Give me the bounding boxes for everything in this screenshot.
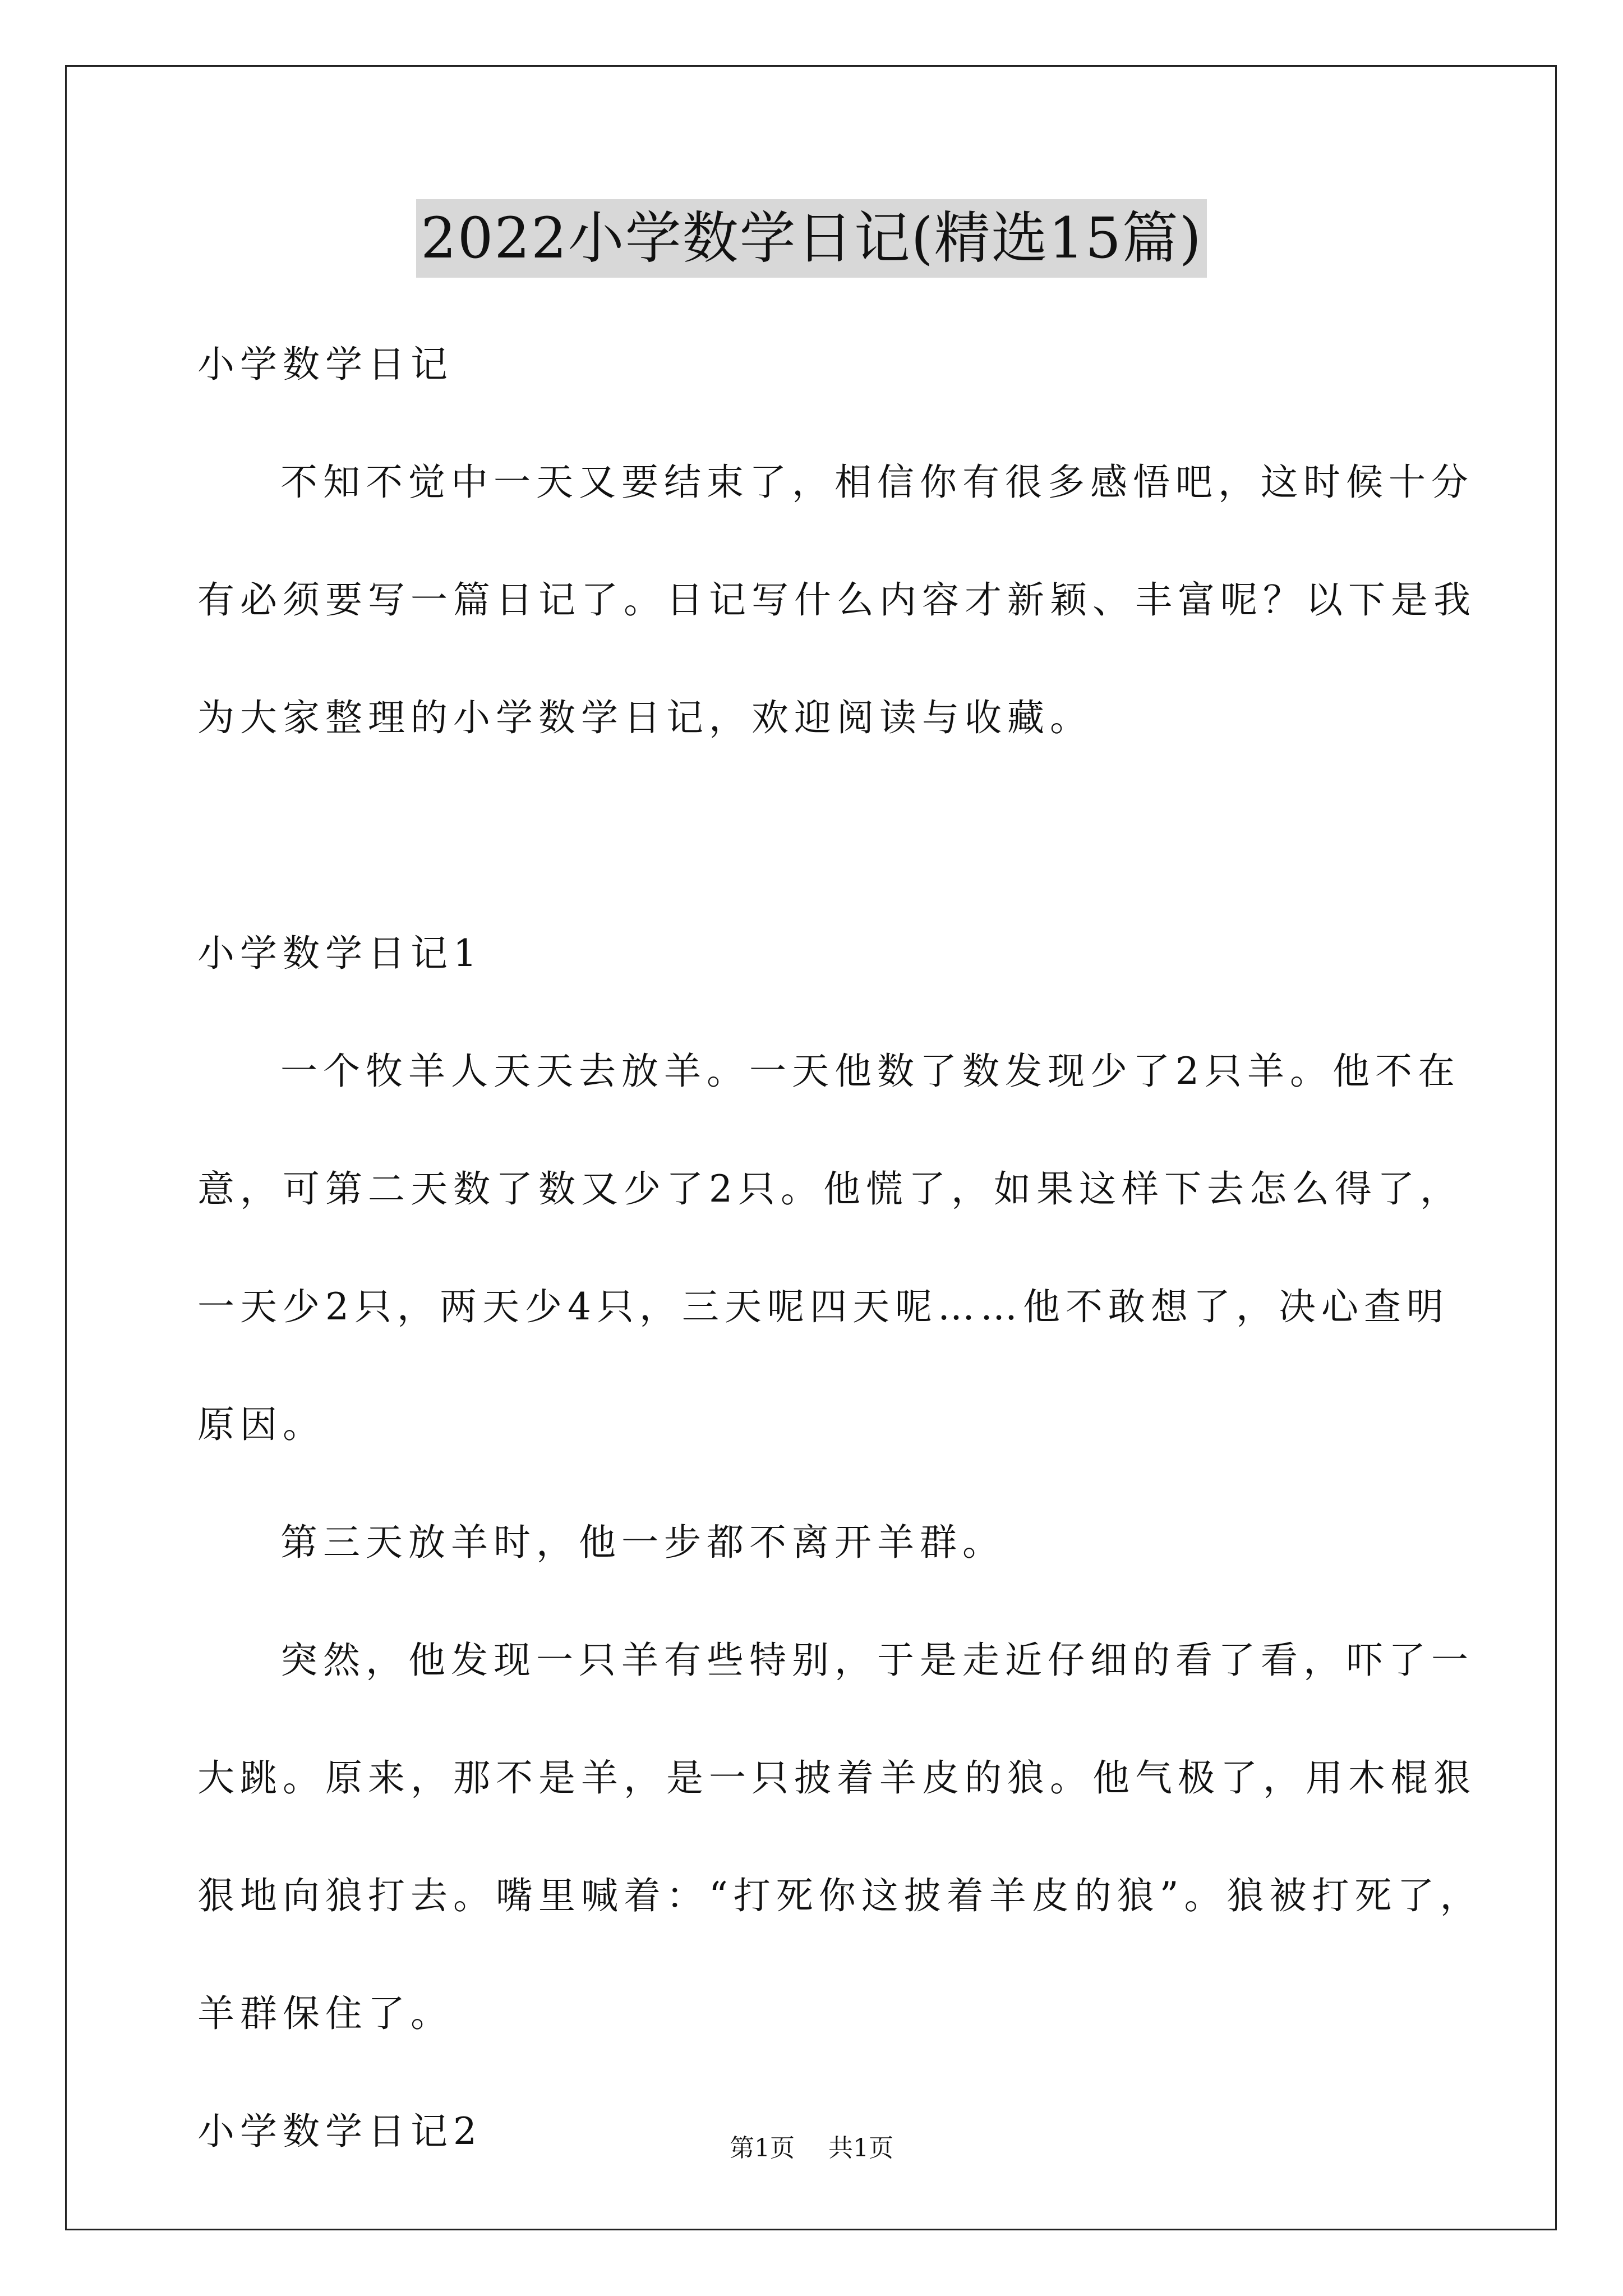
paragraph-line: 突然，他发现一只羊有些特别，于是走近仔细的看了看，吓了一 — [280, 1639, 1474, 1682]
paragraph-line: 一个牧羊人天天去放羊。一天他数了数发现少了2只羊。他不在 — [280, 1050, 1460, 1093]
paragraph-line: 有必须要写一篇日记了。日记写什么内容才新颖、丰富呢？以下是我 — [197, 578, 1476, 622]
page-total: 共1页 — [828, 2134, 893, 2162]
paragraph-line: 不知不觉中一天又要结束了，相信你有很多感悟吧，这时候十分 — [280, 461, 1474, 504]
page-number: 第1页 — [730, 2134, 795, 2162]
page-footer — [0, 2132, 1623, 2165]
paragraph-line: 一天少2只，两天少4只，三天呢四天呢……他不敢想了，决心查明 — [197, 1285, 1449, 1328]
document-body — [197, 306, 1483, 2191]
section-heading: 小学数学日记 — [197, 343, 453, 386]
paragraph-line: 为大家整理的小学数学日记，欢迎阅读与收藏。 — [197, 696, 1092, 739]
paragraph-line: 原因。 — [197, 1403, 325, 1446]
blank-line — [197, 777, 1431, 895]
paragraph-line: 第三天放羊时，他一步都不离开羊群。 — [280, 1521, 1005, 1564]
title-wrap — [0, 199, 1623, 278]
paragraph-line: 意，可第二天数了数又少了2只。他慌了，如果这样下去怎么得了， — [197, 1167, 1463, 1211]
paragraph-line: 羊群保住了。 — [197, 1992, 453, 2035]
document-title: 2022小学数学日记(精选15篇) — [416, 199, 1207, 278]
paragraph-line: 大跳。原来，那不是羊，是一只披着羊皮的狼。他气极了，用木棍狠 — [197, 1756, 1476, 1800]
paragraph-line: 狠地向狼打去。嘴里喊着：“打死你这披着羊皮的狼”。狼被打死了， — [197, 1874, 1483, 1917]
section-heading: 小学数学日记1 — [197, 932, 482, 975]
section-heading: 小学数学日记2 — [197, 2110, 482, 2153]
